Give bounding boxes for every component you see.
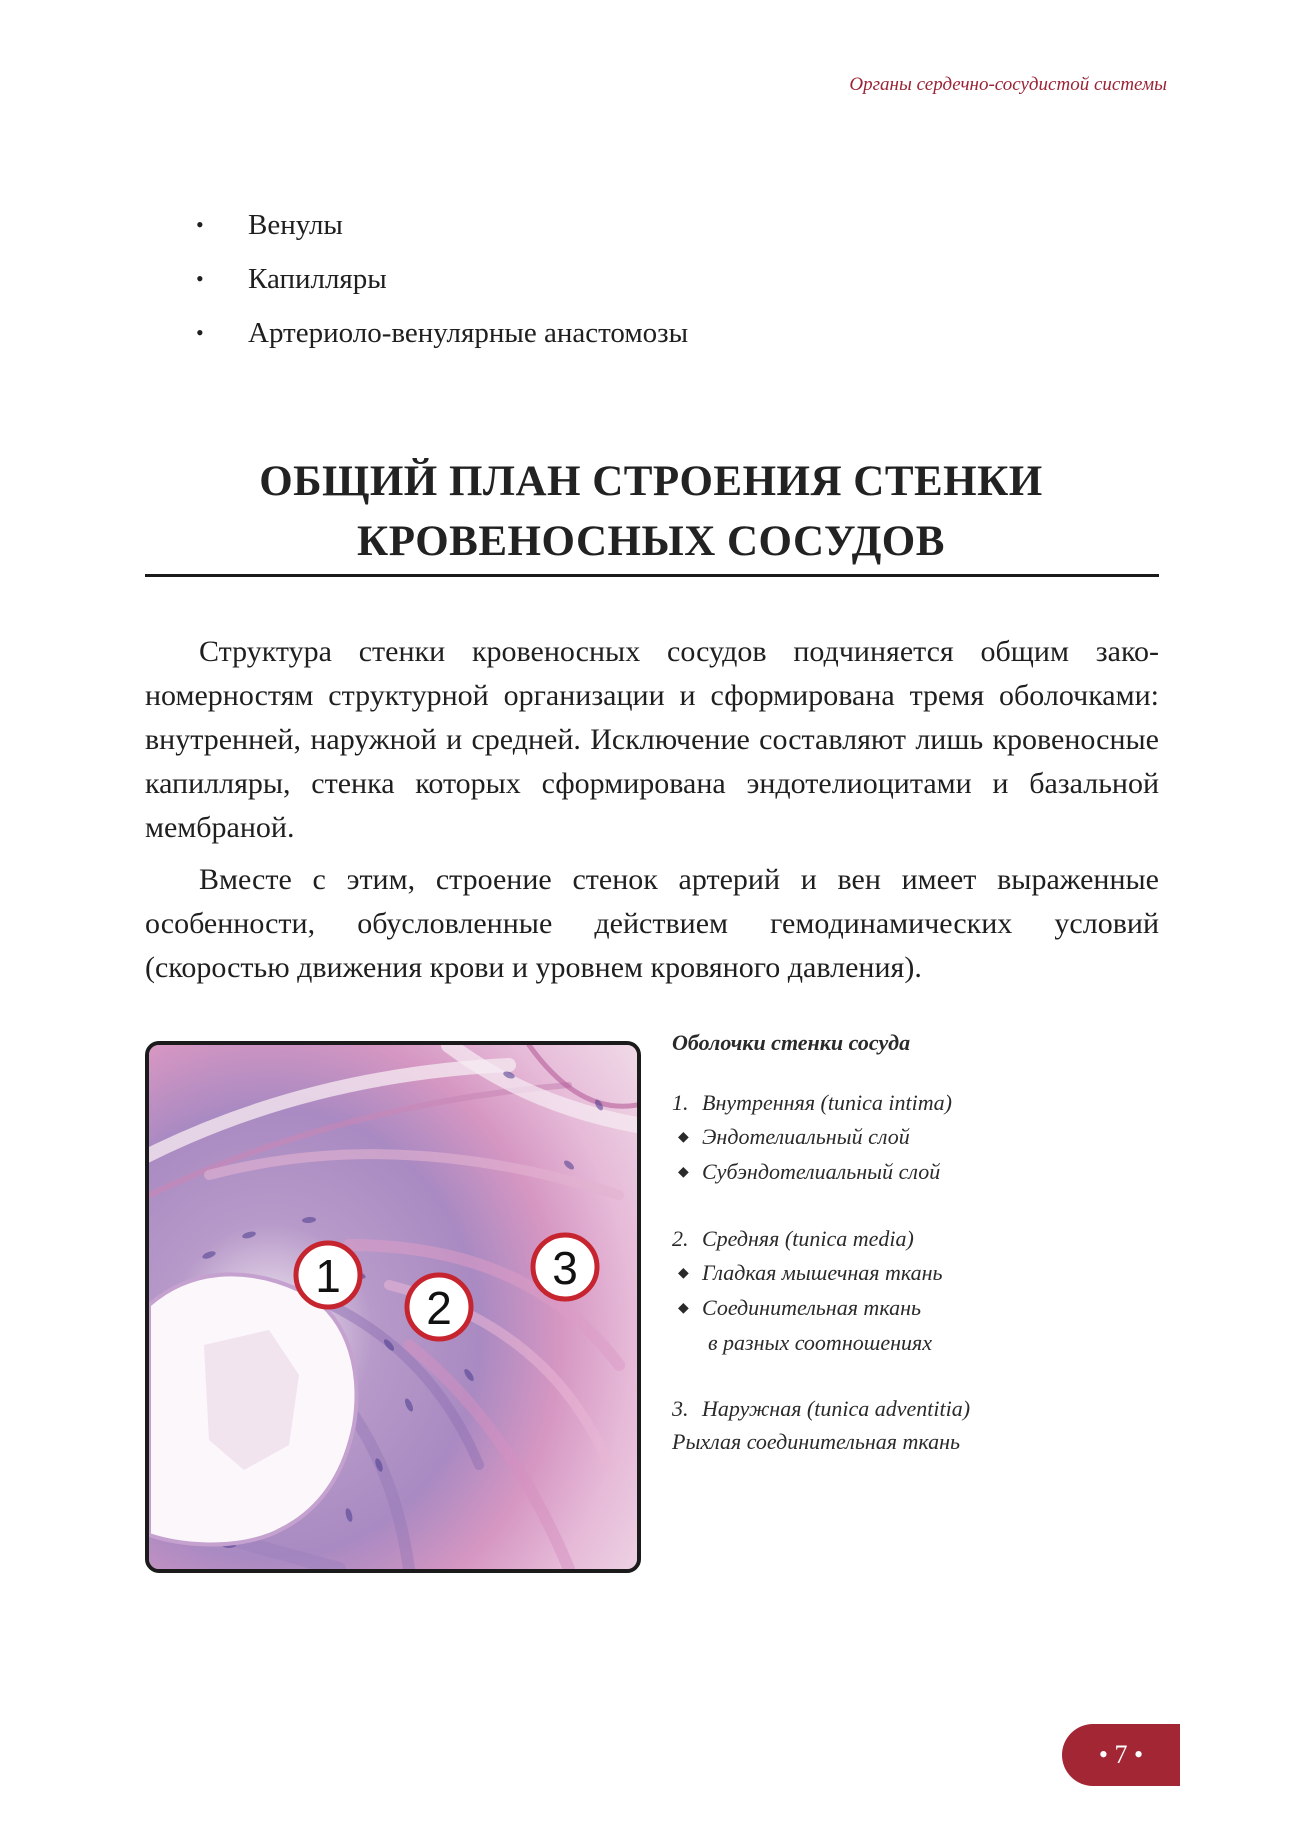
subitem-continuation: в разных соотношениях — [708, 1330, 933, 1355]
legend-subitem — [672, 1120, 1122, 1155]
callout-2-label: 2 — [426, 1282, 452, 1334]
bullet-icon: • — [196, 212, 204, 237]
callout-1-label: 1 — [315, 1250, 341, 1302]
legend-subitem — [672, 1256, 1122, 1291]
callout-2 — [407, 1275, 471, 1339]
title-underline — [145, 574, 1159, 577]
paragraph: Вместе с этим, строение стенок артерий и вен имеет выраженные особенности, обусловленные действием гемодинамических условий (скоростью движения крови и уровнем кровяного давления). — [145, 863, 1159, 984]
legend-subitem — [672, 1155, 1122, 1190]
list-item — [196, 306, 688, 360]
list-item-text: Капилляры — [248, 263, 387, 295]
layer-heading — [672, 1392, 1122, 1426]
vessel-wall-micrograph — [145, 1041, 641, 1573]
legend-subitem — [672, 1291, 1122, 1326]
legend-layer-intima — [672, 1086, 1122, 1190]
diamond-bullet-icon: ◆ — [678, 1266, 689, 1281]
figure-legend — [672, 1030, 1122, 1490]
list-item — [196, 252, 688, 306]
list-item — [196, 198, 688, 252]
callout-3 — [533, 1235, 597, 1299]
callout-1 — [296, 1243, 360, 1307]
layer-number: 1. — [672, 1090, 689, 1115]
subitem-text: Эндотелиальный слой — [702, 1124, 910, 1149]
body-text — [145, 630, 1159, 998]
layer-name: Средняя (tunica media) — [702, 1226, 914, 1251]
callout-3-label: 3 — [552, 1242, 578, 1294]
micrograph-image — [149, 1045, 637, 1569]
bullet-icon: • — [196, 320, 204, 345]
paragraph: Структура стенки кровеносных сосудов подчиняется общим закономерностям структурной организации и сформирована тремя оболочками: внутренней, наружной и средней. Исключение составляют лишь кровеносные капилляры, стенка которых сформирована эндотелиоцитами и базальной мембраной. — [145, 635, 1159, 844]
legend-layer-media — [672, 1222, 1122, 1360]
section-title-line: КРОВЕНОСНЫХ СОСУДОВ — [357, 518, 945, 565]
layer-name: Наружная (tunica adventitia) — [702, 1396, 971, 1421]
section-title-line: ОБЩИЙ ПЛАН СТРОЕНИЯ СТЕНКИ — [259, 458, 1043, 505]
legend-title: Оболочки стенки сосуда — [672, 1030, 911, 1055]
page-number: • 7 • — [1098, 1740, 1144, 1769]
layer-number: 2. — [672, 1226, 689, 1251]
subitem-text: Соединительная ткань — [702, 1295, 921, 1320]
list-item-text: Венулы — [248, 209, 343, 241]
diamond-bullet-icon: ◆ — [678, 1165, 689, 1180]
layer-number: 3. — [672, 1396, 689, 1421]
subitem-text: Гладкая мышечная ткань — [702, 1260, 943, 1285]
layer-description: Рыхлая соединительная ткань — [672, 1429, 961, 1454]
diamond-bullet-icon: ◆ — [678, 1301, 689, 1316]
vessel-list — [196, 198, 688, 360]
page-number-tab — [1062, 1724, 1180, 1786]
bullet-icon: • — [196, 266, 204, 291]
section-title — [145, 452, 1157, 572]
subitem-text: Субэндотелиальный слой — [702, 1159, 941, 1184]
diamond-bullet-icon: ◆ — [678, 1130, 689, 1145]
running-header: Органы сердечно-сосудистой системы — [849, 74, 1167, 95]
layer-name: Внутренняя (tunica intima) — [702, 1090, 952, 1115]
legend-layer-adventitia — [672, 1392, 1122, 1458]
layer-heading — [672, 1086, 1122, 1120]
layer-heading — [672, 1222, 1122, 1256]
list-item-text: Артериоло-венулярные анастомозы — [248, 317, 689, 349]
